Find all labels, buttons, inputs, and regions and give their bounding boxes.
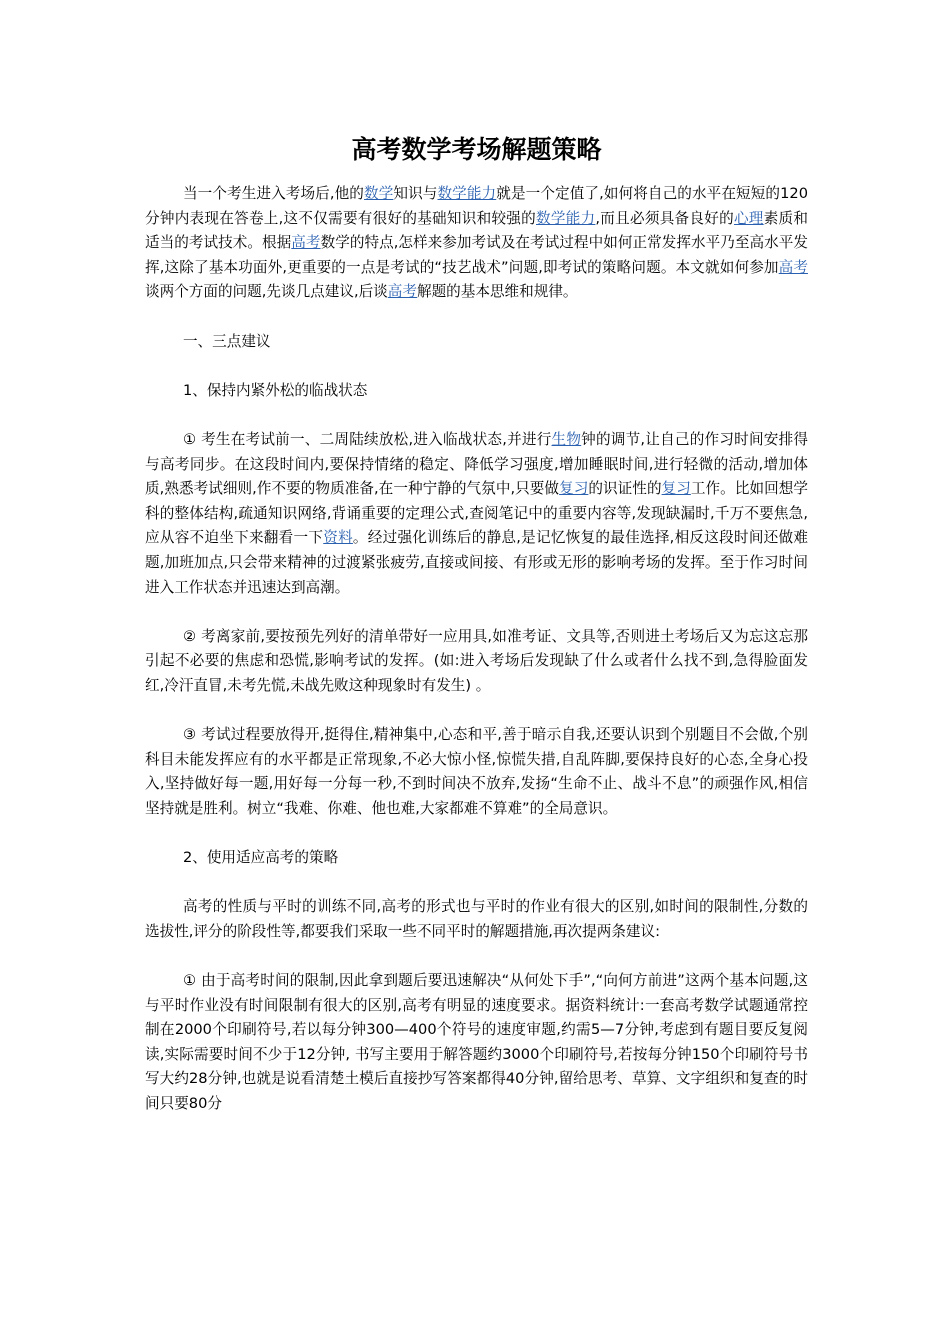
paragraph-point-3: ③ 考试过程要放得开,挺得住,精神集中,心态和平,善于暗示自我,还要认识到个别题目不会做,个别科目未能发挥应有的水平都是正常现象,不必大惊小怪,惊慌失措,自乱阵脚,要保持良好的心态,全身心投入,坚持做好每一题,用好每一分每一秒,不到时间决不放弃,发扬“生命不止、战斗不息”的顽强作风,相信坚持就是胜利。树立“我难、你难、他也难,大家都难不算难”的全局意识。 <box>145 726 808 817</box>
document-page <box>145 128 808 1117</box>
link-gaokao-2[interactable]: 高考 <box>778 258 808 276</box>
p1-text-1: ① 考生在考试前一、二周陆续放松,进入临战状态,并进行 <box>182 430 552 448</box>
intro-text-5: 素质和适当的考试技术。根据 <box>145 209 808 252</box>
subheading-strategy: 2、使用适应高考的策略 <box>182 849 339 867</box>
p1-text-4: 工作。比如回想学科的整体结构,疏通知识网络,背诵重要的定理公式,查阅笔记中的重要内容等,发现缺漏时,千万不要焦急,应从容不迫坐下来翻看一下 <box>145 480 808 547</box>
intro-paragraph <box>145 182 808 305</box>
intro-text-3: 就是一个定值了,如何将自己的水平在短短的120分钟内表现在答卷上,这不仅需要有很好的基础知识和较强的 <box>145 185 808 227</box>
link-material[interactable]: 资料 <box>323 529 353 547</box>
link-psychology[interactable]: 心理 <box>733 209 764 227</box>
link-review[interactable]: 复习 <box>559 480 589 498</box>
p1-text-3: 的识证性的 <box>588 480 662 498</box>
link-review-2[interactable]: 复习 <box>661 480 691 498</box>
intro-text-4: ,而且必须具备良好的 <box>595 209 734 227</box>
paragraph-strategy-intro: 高考的性质与平时的训练不同,高考的形式也与平时的作业有很大的区别,如时间的限制性,分数的选拔性,评分的阶段性等,都要我们采取一些不同平时的解题措施,再次提两条建议: <box>145 898 808 940</box>
link-biology[interactable]: 生物 <box>551 430 582 448</box>
link-math[interactable]: 数学 <box>364 185 394 202</box>
subheading-keep-calm: 1、保持内紧外松的临战状态 <box>182 381 368 399</box>
paragraph-time-limit: ① 由于高考时间的限制,因此拿到题后要迅速解决“从何处下手”,“向何方前进”这两个基本问题,这与平时作业没有时间限制有很大的区别,高考有明显的速度要求。据资料统计:一套高考数学试题通常控制在2000个印刷符号,若以每分钟300—400个符号的速度审题,约需5—7分钟,考虑到有题目要反复阅读,实际需要时间不少于12分钟, 书写主要用于解答题约3000个印刷符号,若按每分钟150个印刷符号书写大约28分钟,也就是说看清楚土模后直接抄写答案都得40分钟,留给思考、草算、文字组织和复查的时间只要80分 <box>145 972 808 1112</box>
intro-text-7: 谈两个方面的问题,先谈几点建议,后谈 <box>145 283 388 301</box>
link-math-ability-2[interactable]: 数学能力 <box>536 209 596 227</box>
link-math-ability[interactable]: 数学能力 <box>437 185 497 202</box>
intro-text-6: 数学的特点,怎样来参加考试及在考试过程中如何正常发挥水平乃至高水平发挥,这除了基本功面外,更重要的一点是考试的“技艺战术”问题,即考试的策略问题。本文就如何参加 <box>145 234 808 276</box>
intro-text-2: 知识与 <box>393 185 438 202</box>
paragraph-point-1 <box>145 428 808 600</box>
document-title: 高考数学考场解题策略 <box>351 135 602 164</box>
paragraph-point-2: ② 考离家前,要按预先列好的清单带好一应用具,如准考证、文具等,否则进土考场后又为忘这忘那引起不必要的焦虑和恐慌,影响考试的发挥。(如:进入考场后发现缺了什么或者什么找不到,急得脸面发红,冷汗直冒,未考先慌,未战先败这种现象时有发生) 。 <box>145 627 808 694</box>
link-gaokao-3[interactable]: 高考 <box>387 283 417 301</box>
link-gaokao[interactable]: 高考 <box>291 234 321 252</box>
p1-text-2: 钟的调节,让自己的作习时间安排得与高考同步。在这段时间内,要保持情绪的稳定、降低学习强度,增加睡眠时间,进行轻微的活动,增加体质,熟悉考试细则,作不要的物质准备,在一种宁静的气氛中,只要做 <box>145 430 808 498</box>
p1-text-5: 。经过强化训练后的静息,是记忆恢复的最佳选择,相反这段时间还做难题,加班加点,只会带来精神的过渡紧张疲劳,直接或间接、有形或无形的影响考场的发挥。至于作习时间进入工作状态并迅速达到高潮。 <box>145 529 808 596</box>
intro-text-8: 解题的基本思维和规律。 <box>416 283 578 301</box>
intro-text-1: 当一个考生进入考场后,他的 <box>182 185 364 202</box>
section-heading-suggestions: 一、三点建议 <box>182 332 271 350</box>
